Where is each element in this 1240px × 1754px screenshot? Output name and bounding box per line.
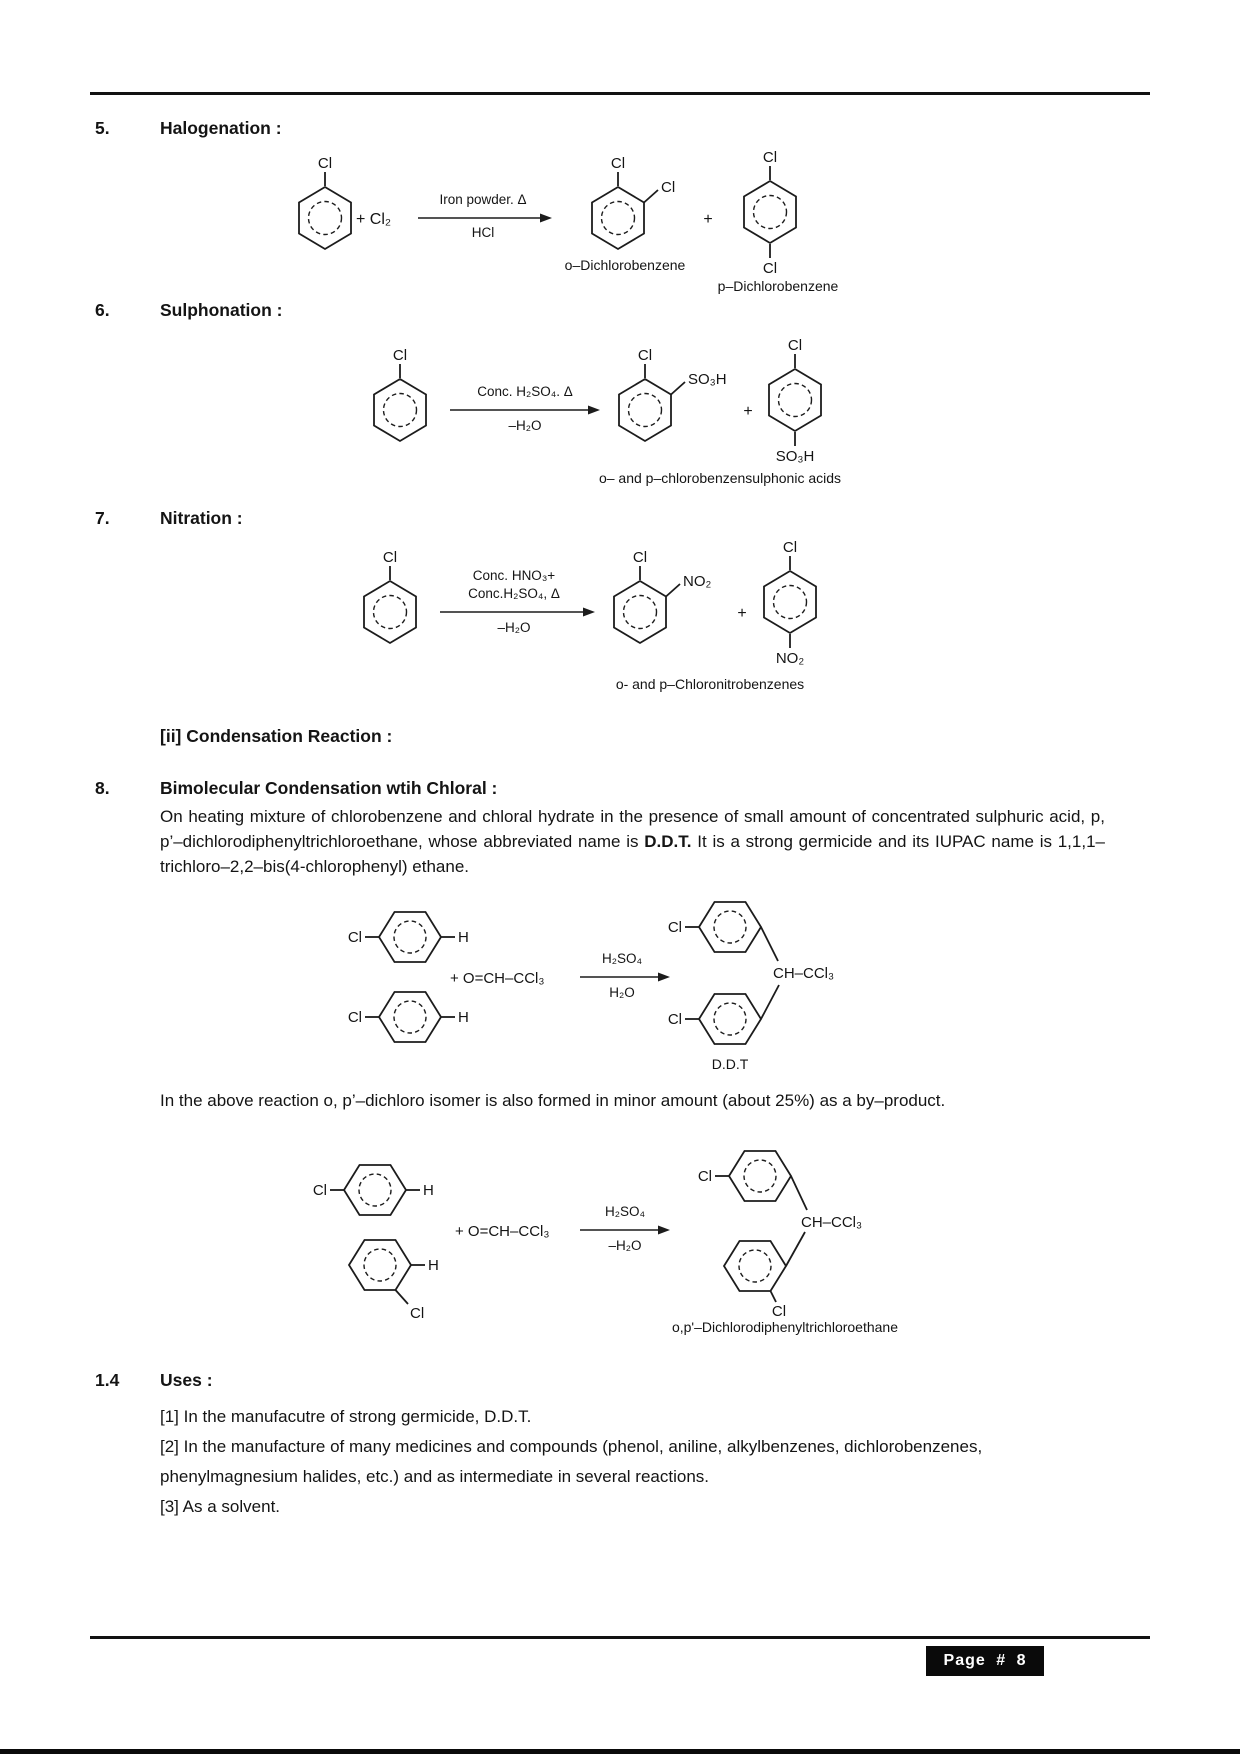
benzene-ring bbox=[614, 581, 666, 643]
substituent-label: Cl bbox=[697, 1168, 712, 1185]
substituent-label: Cl bbox=[782, 539, 798, 556]
note-byproduct: In the above reaction o, p’–dichloro isomer is also formed in minor amount (about 25%) as a by–product. bbox=[160, 1091, 946, 1110]
substituent-label: H bbox=[458, 1009, 469, 1026]
reaction-arrow bbox=[580, 1204, 670, 1253]
substituent-label: Cl bbox=[610, 155, 626, 172]
paragraph-text: It is a strong germicide and its IUPAC name is 1,1,1–trichloro–2,2–bis(4-chlorophenyl) ethane. bbox=[160, 832, 1105, 876]
benzene-ring bbox=[344, 1165, 406, 1215]
chloral-reagent-label: + O=CH–CCl₃ bbox=[455, 1223, 550, 1240]
arrowhead bbox=[583, 608, 595, 617]
reaction-scheme-op-ddt bbox=[280, 1128, 930, 1343]
substituent-label: SO₃H bbox=[688, 371, 727, 388]
subsection-heading-condensation: [ii] Condensation Reaction : bbox=[160, 726, 393, 746]
condition-below: –H₂O bbox=[497, 620, 531, 635]
substituent-label: Cl bbox=[637, 347, 653, 364]
benzene-ring bbox=[769, 369, 821, 431]
benzene-ring bbox=[364, 581, 416, 643]
o-chloronitrobenzene-structure bbox=[614, 549, 712, 643]
substituent-label: NO₂ bbox=[683, 573, 712, 590]
op-ddt-product-structure bbox=[672, 1151, 898, 1335]
reagent-label: + Cl₂ bbox=[356, 211, 392, 228]
reaction-arrow bbox=[418, 192, 552, 240]
substituent-label: Cl bbox=[382, 549, 398, 566]
benzene-ring bbox=[299, 187, 351, 249]
section-number: 1.4 bbox=[95, 1370, 120, 1390]
substituent-label: Cl bbox=[771, 1303, 787, 1320]
chlorobenzene-structure-bottom bbox=[348, 992, 469, 1042]
p-chlorobenzenesulphonic-acid-structure bbox=[769, 337, 821, 465]
bond bbox=[791, 1176, 807, 1210]
substituent-label: Cl bbox=[762, 260, 778, 277]
benzene-ring bbox=[724, 1241, 786, 1291]
paragraph-ddt-description bbox=[160, 804, 1105, 879]
benzene-ring bbox=[592, 187, 644, 249]
substituent-label: Cl bbox=[762, 149, 778, 166]
condition-above-1: Conc. HNO₃+ bbox=[472, 568, 556, 583]
condition-above: H₂SO₄ bbox=[601, 951, 643, 966]
bond bbox=[666, 584, 680, 597]
chlorobenzene-structure-top bbox=[313, 1165, 434, 1215]
benzene-ring bbox=[379, 992, 441, 1042]
section-title-halogenation: Halogenation : bbox=[160, 118, 282, 138]
compound-caption: D.D.T bbox=[711, 1056, 749, 1072]
substituent-label: NO₂ bbox=[775, 650, 805, 667]
substituent-label: Cl bbox=[312, 1182, 327, 1199]
substituent-label: Cl bbox=[667, 1011, 682, 1028]
substituent-label: Cl bbox=[667, 919, 682, 936]
chain-label: CH–CCl₃ bbox=[773, 965, 835, 982]
section-title-sulphonation: Sulphonation : bbox=[160, 300, 283, 320]
condition-above: Iron powder. Δ bbox=[439, 192, 527, 207]
o-chlorobenzenesulphonic-acid-structure bbox=[619, 347, 727, 441]
reaction-arrow bbox=[440, 568, 595, 635]
arrowhead bbox=[658, 973, 670, 982]
reaction-scheme-nitration bbox=[290, 530, 940, 700]
condition-above: H₂SO₄ bbox=[604, 1204, 646, 1219]
chlorobenzene-structure bbox=[374, 347, 426, 441]
page-number-badge: Page # 8 bbox=[926, 1646, 1044, 1676]
arrowhead bbox=[588, 406, 600, 415]
substituent-label: Cl bbox=[347, 1009, 362, 1026]
top-rule bbox=[90, 92, 1150, 95]
substituent-label: Cl bbox=[392, 347, 408, 364]
reaction-arrow bbox=[580, 951, 670, 1000]
section-number: 6. bbox=[95, 300, 110, 320]
plus-sign: + bbox=[703, 211, 713, 228]
reaction-scheme-sulphonation bbox=[300, 330, 940, 490]
bottom-edge-strip bbox=[0, 1749, 1240, 1754]
uses-item-3: [3] As a solvent. bbox=[160, 1497, 281, 1516]
substituent-label: Cl bbox=[317, 155, 333, 172]
benzene-ring bbox=[729, 1151, 791, 1201]
uses-item-2: [2] In the manufacture of many medicines and compounds (phenol, aniline, alkylbenzenes, dichlorobenzenes, phenylmagnesium halides, etc.) and as intermediate in several reactions. bbox=[160, 1437, 983, 1486]
arrowhead bbox=[658, 1226, 670, 1235]
section-number: 7. bbox=[95, 508, 110, 528]
o-dichlorobenzene-structure bbox=[565, 155, 686, 273]
substituent-label: Cl bbox=[347, 929, 362, 946]
section-number: 8. bbox=[95, 778, 110, 798]
benzene-ring bbox=[744, 181, 796, 243]
bottom-rule bbox=[90, 1636, 1150, 1639]
chlorobenzene-structure bbox=[364, 549, 416, 643]
section-number: 5. bbox=[95, 118, 110, 138]
benzene-ring bbox=[349, 1240, 411, 1290]
substituent-label: SO₃H bbox=[775, 448, 815, 465]
plus-sign: + bbox=[743, 403, 753, 420]
reaction-scheme-ddt bbox=[290, 895, 860, 1080]
o-chlorobenzene-structure-bottom bbox=[349, 1240, 439, 1322]
bond bbox=[761, 927, 778, 961]
section-title-nitration: Nitration : bbox=[160, 508, 243, 528]
section-title-uses: Uses : bbox=[160, 1370, 213, 1390]
compound-caption: p–Dichlorobenzene bbox=[717, 278, 839, 294]
substituent-label: Cl bbox=[410, 1305, 425, 1322]
bond bbox=[761, 985, 779, 1019]
compound-caption: o–Dichlorobenzene bbox=[564, 257, 686, 273]
condition-above: Conc. H₂SO₄. Δ bbox=[477, 384, 573, 399]
benzene-ring bbox=[764, 571, 816, 633]
reaction-arrow bbox=[450, 384, 600, 433]
chlorobenzene-structure bbox=[299, 155, 351, 249]
scheme-caption: o- and p–Chloronitrobenzenes bbox=[615, 676, 805, 692]
condition-below: HCl bbox=[471, 225, 495, 240]
ddt-abbreviation: D.D.T. bbox=[644, 832, 692, 851]
substituent-label: H bbox=[458, 929, 469, 946]
substituent-label: Cl bbox=[632, 549, 648, 566]
condition-above-2: Conc.H₂SO₄, Δ bbox=[468, 586, 560, 601]
section-title-bimolecular-condensation: Bimolecular Condensation wtih Chloral : bbox=[160, 778, 498, 798]
arrowhead bbox=[540, 214, 552, 223]
p-chloronitrobenzene-structure bbox=[764, 539, 816, 667]
bond bbox=[644, 190, 658, 203]
chain-label: CH–CCl₃ bbox=[801, 1214, 863, 1231]
benzene-ring bbox=[699, 994, 761, 1044]
benzene-ring bbox=[379, 912, 441, 962]
substituent-label: Cl bbox=[787, 337, 803, 354]
reaction-scheme-halogenation bbox=[230, 140, 880, 298]
condition-below: H₂O bbox=[609, 985, 635, 1000]
substituent-label: H bbox=[428, 1257, 439, 1274]
p-dichlorobenzene-structure bbox=[718, 149, 839, 294]
bond bbox=[396, 1290, 409, 1304]
bond bbox=[671, 382, 685, 395]
bond bbox=[786, 1232, 805, 1266]
condition-below: –H₂O bbox=[508, 418, 542, 433]
substituent-label: Cl bbox=[661, 179, 676, 196]
bond bbox=[771, 1291, 777, 1302]
paragraph-text: On heating mixture of chlorobenzene and chloral hydrate in the presence of small amount of concentrated sulphuric acid, p, p’–dichlorodiphenyltrichloroethane, whose abbreviated name is bbox=[160, 807, 1105, 851]
uses-item-1: [1] In the manufacutre of strong germicide, D.D.T. bbox=[160, 1407, 532, 1426]
compound-caption: o,p'–Dichlorodiphenyltrichloroethane bbox=[671, 1319, 899, 1335]
substituent-label: H bbox=[423, 1182, 434, 1199]
condition-below: –H₂O bbox=[608, 1238, 642, 1253]
plus-sign: + bbox=[737, 605, 747, 622]
scheme-caption: o– and p–chlorobenzensulphonic acids bbox=[598, 470, 842, 486]
chlorobenzene-structure-top bbox=[348, 912, 469, 962]
benzene-ring bbox=[374, 379, 426, 441]
benzene-ring bbox=[619, 379, 671, 441]
chloral-reagent-label: + O=CH–CCl₃ bbox=[450, 970, 545, 987]
benzene-ring bbox=[699, 902, 761, 952]
ddt-product-structure bbox=[668, 902, 834, 1072]
